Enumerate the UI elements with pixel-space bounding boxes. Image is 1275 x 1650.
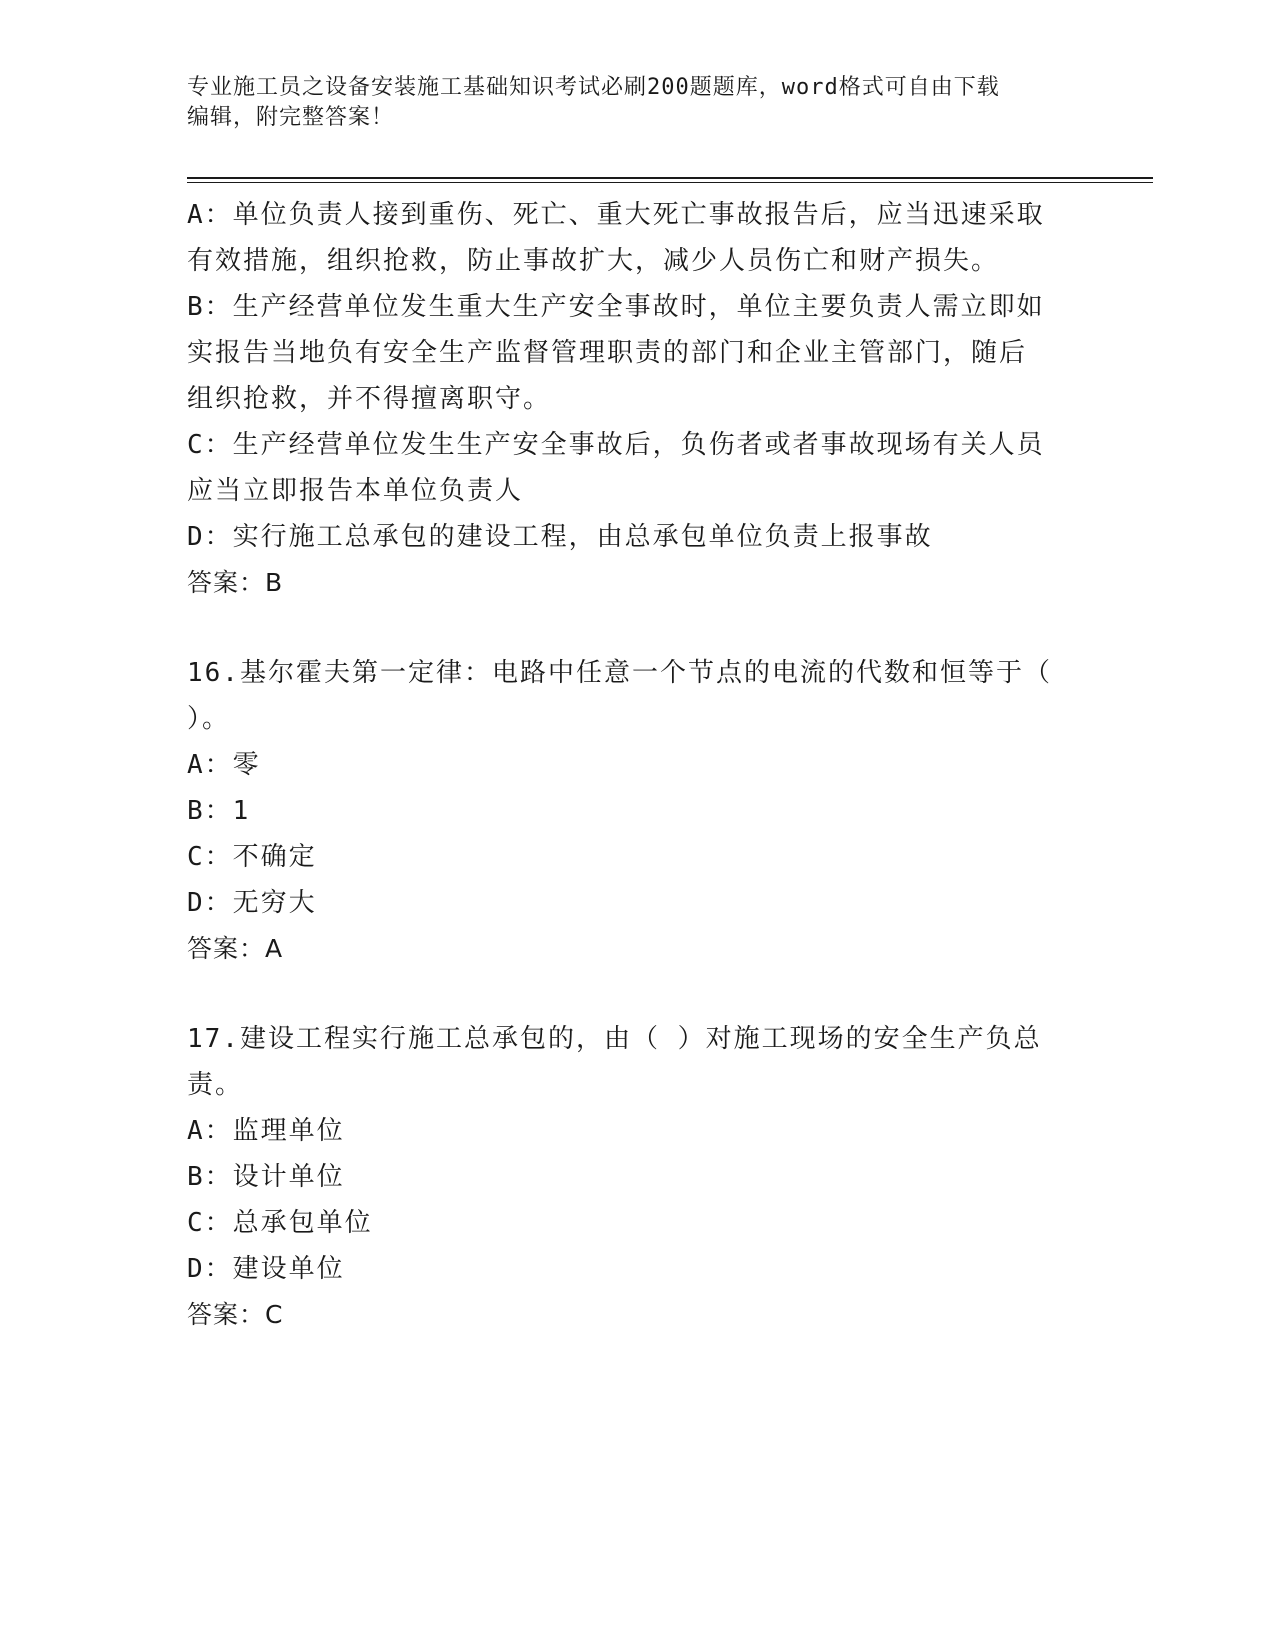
option-c: C：总承包单位 xyxy=(187,1208,373,1238)
header-divider-thick xyxy=(187,177,1153,179)
document-header xyxy=(187,73,1087,133)
option-text-line: 组织抢救，并不得擅离职守。 xyxy=(187,384,552,414)
option-d: D：建设单位 xyxy=(187,1254,345,1284)
question-spacer xyxy=(187,606,1087,650)
option-a: A：零 xyxy=(187,750,261,780)
header-title-line-2: 编辑，附完整答案！ xyxy=(187,105,395,130)
option-b: B：设计单位 xyxy=(187,1162,345,1192)
header-divider-thin xyxy=(187,182,1153,183)
question-16 xyxy=(187,650,1087,972)
option-text-line: 有效措施，组织抢救，防止事故扩大，减少人员伤亡和财产损失。 xyxy=(187,246,1000,276)
question-list xyxy=(187,192,1087,1338)
option-d: D：无穷大 xyxy=(187,888,317,918)
question-text-line: 16.基尔霍夫第一定律：电路中任意一个节点的电流的代数和恒等于（ xyxy=(187,658,1052,688)
question-spacer xyxy=(187,972,1087,1016)
option-c: C：不确定 xyxy=(187,842,317,872)
question-text-line: 17.建设工程实行施工总承包的，由（ ）对施工现场的安全生产负总 xyxy=(187,1024,1042,1054)
answer-label: 答案：A xyxy=(187,934,284,963)
option-c xyxy=(187,422,1087,514)
option-b xyxy=(187,284,1087,422)
header-title-line-1: 专业施工员之设备安装施工基础知识考试必刷200题题库，word格式可自由下载 xyxy=(187,75,1000,100)
question-text-line: ）。 xyxy=(187,704,231,734)
option-a: A：监理单位 xyxy=(187,1116,345,1146)
option-d xyxy=(187,514,1087,560)
option-text-line: 实报告当地负有安全生产监督管理职责的部门和企业主管部门，随后 xyxy=(187,338,1028,368)
option-text-line: D：实行施工总承包的建设工程，由总承包单位负责上报事故 xyxy=(187,522,933,552)
option-a xyxy=(187,192,1087,284)
answer-label: 答案：B xyxy=(187,568,284,597)
option-text-line: C：生产经营单位发生生产安全事故后，负伤者或者事故现场有关人员 xyxy=(187,430,1045,460)
option-text-line: 应当立即报告本单位负责人 xyxy=(187,476,524,506)
option-text-line: A：单位负责人接到重伤、死亡、重大死亡事故报告后，应当迅速采取 xyxy=(187,200,1045,230)
option-text-line: B：生产经营单位发生重大生产安全事故时，单位主要负责人需立即如 xyxy=(187,292,1045,322)
answer-label: 答案：C xyxy=(187,1300,284,1329)
question-15 xyxy=(187,192,1087,606)
option-b: B：1 xyxy=(187,796,251,826)
question-text-line: 责。 xyxy=(187,1070,244,1100)
question-17 xyxy=(187,1016,1087,1338)
